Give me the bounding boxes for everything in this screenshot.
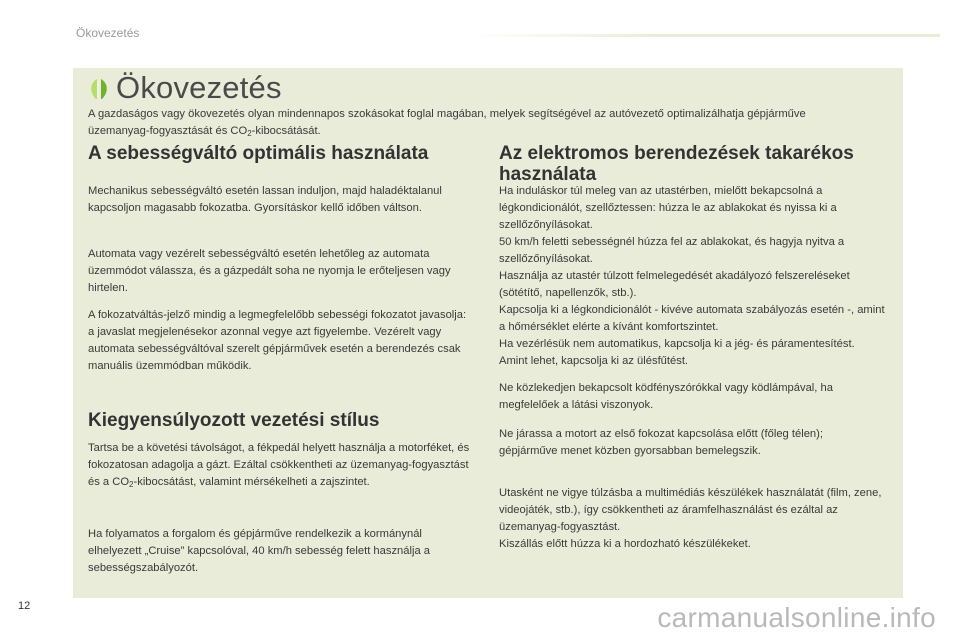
watermark-text: carmanualsonline.info [657,602,936,633]
electrical-paragraph-2: Ne közlekedjen bekapcsolt ködfényszórókkal vagy ködlámpával, ha megfelelőek a látási viszonyok. [499,382,833,411]
section-heading-gearbox: A sebességváltó optimális használata [88,143,429,164]
section-heading-electrical: Az elektromos berendezések takarékos használata [499,143,854,185]
intro-text [88,106,888,140]
multimedia-line-1: Utasként ne vigye túlzásba a multimédiás készülékek használatát (film, zene, videojáték, stb.), így csökkentheti az áramfelhasználást és ezáltal az üzemanyag-fogyasztást. [499,487,882,533]
driving-style-paragraph-1: Tartsa be a követési távolságot, a fékpedál helyett használja a motorféket, és fokozatosan adagolja a gázt. Ezáltal csökkentheti az üzemanyag-fogyasztást és a $CO_2$-kibocsátást, valamint mérsékelheti a zajszintet. [88,442,470,489]
gearbox-paragraph-1: Mechanikus sebességváltó esetén lassan induljon, majd haladéktalanul kapcsoljon magasabb fokozatba. Gyorsításkor kellő időben váltson. [88,185,442,214]
electrical-line-1: Ha induláskor túl meleg van az utastérben, mielőtt bekapcsolná a légkondicionálót, szellőztessen: húzza le az ablakokat és nyissa ki a szellőzőnyílásokat. [499,185,837,231]
intro-line-1: A gazdaságos vagy ökovezetés olyan mindennapos szokásokat foglal magában, melyek segítségével az autóvezető optimalizálhatja gépjárműve [88,108,806,120]
electrical-line-3: Használja az utastér túlzott felmelegedését akadályozó felszereléseket (sötétítő, napellenzők, stb.). [499,270,850,299]
page-header-title: Ökovezetés [76,26,140,40]
electrical-line-5: Ha vezérlésük nem automatikus, kapcsolja ki a jég- és páramentesítést. [499,338,855,350]
header-divider [470,34,940,37]
driving-style-paragraph-2: Ha folyamatos a forgalom és gépjárműve rendelkezik a kormánynál elhelyezett „Cruise” kapcsolóval, 40 km/h sebesség felett használja a sebességszabályozót. [88,528,431,574]
electrical-paragraph-4 [499,485,889,553]
section-heading-driving-style: Kiegyensúlyozott vezetési stílus [88,410,380,431]
multimedia-line-2: Kiszállás előtt húzza ki a hordozható készülékeket. [499,538,751,550]
electrical-line-2: 50 km/h feletti sebességnél húzza fel az ablakokat, és hagyja nyitva a szellőzőnyílásokat. [499,236,845,265]
page-title: Ökovezetés [116,70,282,105]
electrical-line-4: Kapcsolja ki a légkondicionálót - kivéve automata szabályozás esetén -, amint a hőmérséklet elérte a kívánt komfortszintet. [499,304,885,333]
electrical-paragraph-3: Ne járassa a motort az első fokozat kapcsolása előtt (főleg télen); gépjárműve menet közben gyorsabban bemelegszik. [499,428,823,457]
gearbox-paragraph-3: A fokozatváltás-jelző mindig a legmegfelelőbb sebességi fokozatot javasolja: a javaslat megjelenésekor azonnal vegye azt figyelembe. Vezérelt vagy automata sebességváltóval szerelt gépjárművek esetén a berendezés csak manuális üzemmódban működik. [88,309,467,372]
electrical-paragraph-1 [499,183,889,370]
page-number: 12 [18,600,31,612]
intro-line-2: üzemanyag-fogyasztását és $CO_2$-kibocsátását. [88,125,321,138]
electrical-line-6: Amint lehet, kapcsolja ki az ülésfűtést. [499,355,689,367]
leaf-icon [88,77,110,101]
gearbox-paragraph-2: Automata vagy vezérelt sebességváltó esetén lehetőleg az automata üzemmódot válassza, és a gázpedált soha ne nyomja le erőteljesen vagy hirtelen. [88,248,451,294]
